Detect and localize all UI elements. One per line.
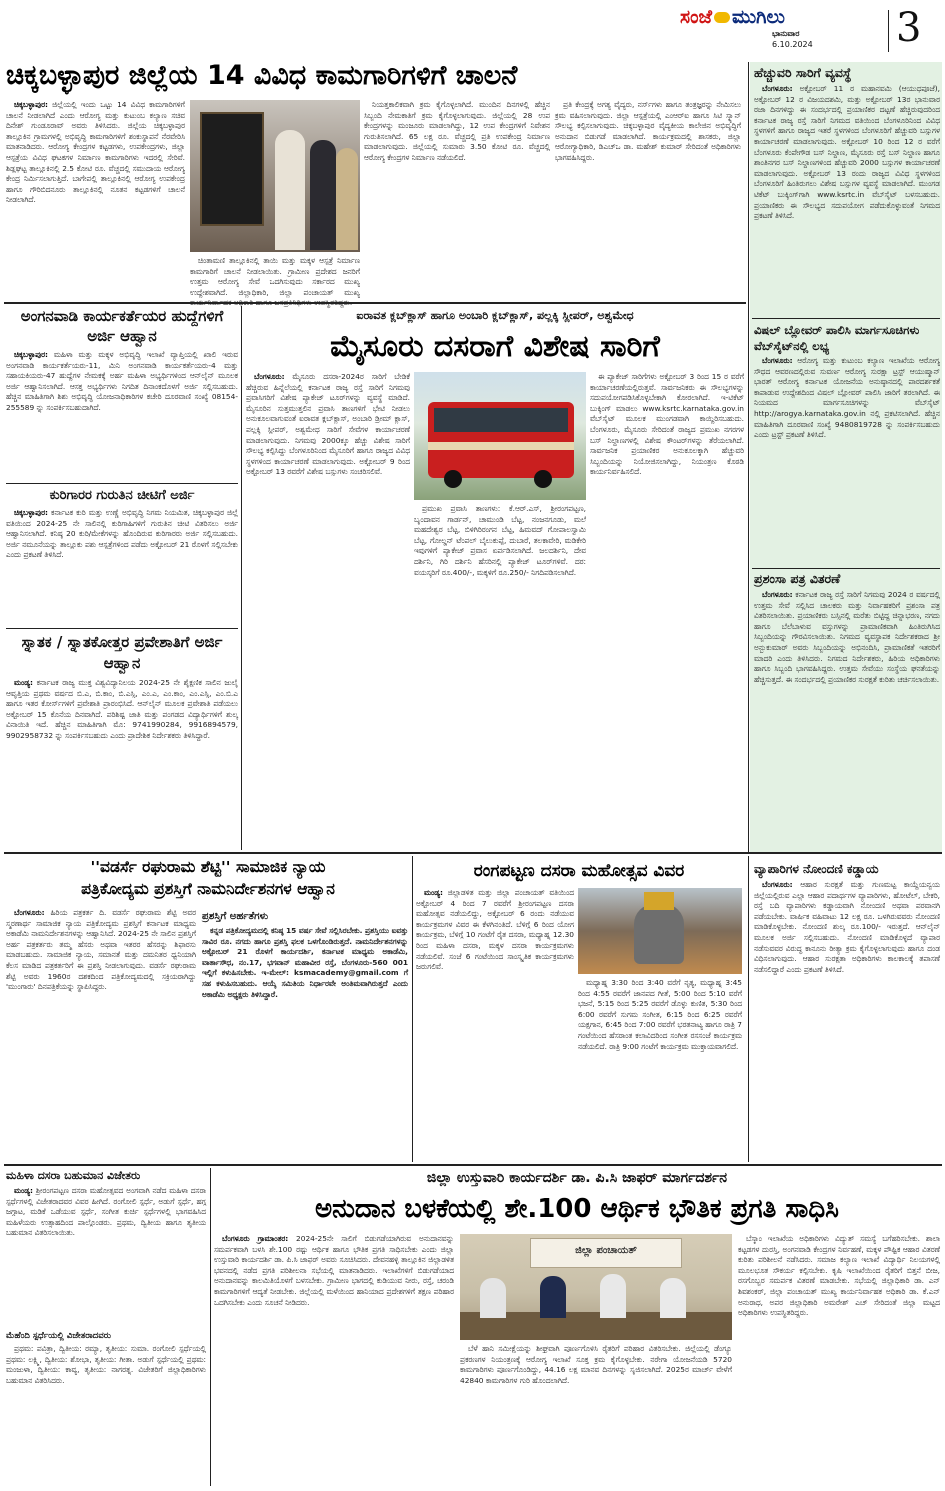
person-shape bbox=[660, 1278, 686, 1318]
rule bbox=[752, 568, 940, 569]
banner-text: ಜಿಲ್ಲಾ ಪಂಚಾಯತ್ bbox=[575, 1245, 637, 1256]
person-shape bbox=[540, 1276, 566, 1318]
rule bbox=[4, 852, 942, 854]
headline-raghurama-line2: ಪತ್ರಿಕೋದ್ಯಮ ಪ್ರಶಸ್ತಿಗೆ ನಾಮನಿರ್ದೇಶನಗಳ ಆಹ್ವಾನ bbox=[81, 880, 335, 898]
headline-raghurama-line1: ''ವಡರ್ಸೆ ರಘುರಾಮ ಶೆಟ್ಟಿ'' ಸಾಮಾಜಿಕ ನ್ಯಾಯ bbox=[90, 858, 326, 876]
dateline: ಚಿಕ್ಕಬಳ್ಳಾಪುರ: bbox=[14, 350, 48, 359]
body-text: ಪ್ರಥಮ: ಪವಿತ್ರಾ, ದ್ವಿತೀಯ: ರಮ್ಯಾ, ತೃತೀಯ: ಸುಮಾ. ರಂಗೋಲಿ ಸ್ಪರ್ಧೆಯಲ್ಲಿ ಪ್ರಥಮ: ಲಕ್ಷ್ಮಿ, ದ್ವಿತೀಯ: ಶೋಭಾ, ತೃತೀಯ: ಗೀತಾ. ಅಡುಗೆ ಸ್ಪರ್ಧೆಯಲ್ಲಿ ಪ್ರಥಮ: ಮಂಜುಳಾ, ದ್ವಿತೀಯ: ಕಾವ್ಯ, ತೃತೀಯ: ನಾಗರತ್ನ. ವಿಜೇತರಿಗೆ ಜಿಲ್ಲಾಧಿಕಾರಿಗಳು ಬಹುಮಾನ ವಿತರಿಸಿದರು. bbox=[6, 1344, 206, 1385]
elephant-shape bbox=[634, 904, 684, 964]
brand-left: ಸಂಜೆ bbox=[680, 6, 713, 28]
bus-shape bbox=[428, 402, 574, 478]
story-dasara-col1 bbox=[246, 372, 410, 848]
story-chikkaballapura-col1 bbox=[6, 100, 185, 298]
story-anganwadi bbox=[6, 350, 238, 480]
person-shape bbox=[336, 148, 358, 250]
story-chikkaballapura-col3 bbox=[364, 100, 550, 298]
story-anudana-col2 bbox=[460, 1344, 732, 1486]
kicker-anudana: ಜಿಲ್ಲಾ ಉಸ್ತುವಾರಿ ಕಾರ್ಯದರ್ಶಿ ಡಾ. ಪಿ.ಸಿ ಜಾಫರ್ ಮಾರ್ಗದರ್ಶನ bbox=[426, 1170, 728, 1186]
brand-right: ಮುಗಿಲು bbox=[732, 6, 785, 28]
story-prashamsa bbox=[754, 590, 940, 848]
masthead-logo bbox=[680, 6, 890, 28]
headline-rangapattana: ರಂಗಪಟ್ಟಣ ದಸರಾ ಮಹೋತ್ಸವ ವಿವರ bbox=[473, 861, 685, 881]
rule bbox=[6, 628, 238, 629]
person-shape bbox=[310, 140, 336, 250]
bus-wheel bbox=[534, 470, 552, 488]
body-text: ಜಿಲ್ಲಾಡಳಿತ ಮತ್ತು ಜಿಲ್ಲಾ ಪಂಚಾಯತ್ ವತಿಯಿಂದ ಅಕ್ಟೋಬರ್ 4 ರಿಂದ 7 ರವರೆಗೆ ಶ್ರೀರಂಗಪಟ್ಟಣ ದಸರಾ ಮಹೋತ್ಸವ ನಡೆಯಲಿದ್ದು, ಅಕ್ಟೋಬರ್ 6 ರಂದು ನಡೆಯುವ ಕಾರ್ಯಕ್ರಮಗಳ ವಿವರ ಈ ಕೆಳಗಿನಂತಿದೆ. ಬೆಳಿಗ್ಗೆ 6 ರಿಂದ ಯೋಗ ಕಾರ್ಯಕ್ರಮ, ಬೆಳಿಗ್ಗೆ 10 ಗಂಟೆಗೆ ರೈತ ದಸರಾ, ಮಧ್ಯಾಹ್ನ 12.30 ರಿಂದ ಮಹಿಳಾ ದಸರಾ, ಮಕ್ಕಳ ದಸರಾ ಕಾರ್ಯಕ್ರಮಗಳು ನಡೆಯಲಿವೆ. ಸಂಜೆ 6 ಗಂಟೆಯಿಂದ ಸಾಂಸ್ಕೃತಿಕ ಕಾರ್ಯಕ್ರಮಗಳು ಜರುಗಲಿವೆ. bbox=[416, 888, 574, 972]
page-number: 3 bbox=[896, 5, 922, 51]
body-text: ಜಿಲ್ಲೆಯಲ್ಲಿ ಇಂದು ಒಟ್ಟು 14 ವಿವಿಧ ಕಾಮಗಾರಿಗಳಿಗೆ ಚಾಲನೆ ನೀಡಲಾಗಿದೆ ಎಂದು ಆರೋಗ್ಯ ಮತ್ತು ಕುಟುಂಬ ಕಲ್ಯಾಣ ಸಚಿವ ದಿನೇಶ್ ಗುಂಡೂರಾವ್ ಅವರು ತಿಳಿಸಿದರು. ಜಿಲ್ಲೆಯ ಚಿಕ್ಕಬಳ್ಳಾಪುರ ತಾಲ್ಲೂಕಿನ ಗ್ರಾಮಗಳಲ್ಲಿ ಅಭಿವೃದ್ಧಿ ಕಾಮಗಾರಿಗಳಿಗೆ ಶಂಕುಸ್ಥಾಪನೆ ನೆರವೇರಿಸಿ ಮಾತನಾಡಿದರು. ಆರೋಗ್ಯ ಕೇಂದ್ರಗಳ ಕಟ್ಟಡಗಳು, ಉಪಕೇಂದ್ರಗಳು, ಜಿಲ್ಲಾ ಆಸ್ಪತ್ರೆಯ ವಿವಿಧ ಘಟಕಗಳ ನಿರ್ಮಾಣ ಕಾಮಗಾರಿಗಳು ಇದರಲ್ಲಿ ಸೇರಿವೆ. ಶಿಡ್ಲಘಟ್ಟ ತಾಲ್ಲೂಕಿನಲ್ಲಿ 2.5 ಕೋಟಿ ರೂ. ವೆಚ್ಚದಲ್ಲಿ ಸಮುದಾಯ ಆರೋಗ್ಯ ಕೇಂದ್ರ ನಿರ್ಮಿಸಲಾಗುತ್ತಿದೆ. ಬಾಗೇಪಲ್ಲಿ ತಾಲ್ಲೂಕಿನಲ್ಲಿ ಆರೋಗ್ಯ ಉಪಕೇಂದ್ರ ಹಾಗೂ ಗೌರಿಬಿದನೂರು ತಾಲ್ಲೂಕಿನಲ್ಲಿ ನೂತನ ಕಟ್ಟಡಗಳಿಗೆ ಚಾಲನೆ ನೀಡಲಾಗಿದೆ. bbox=[6, 100, 185, 205]
headline-kurigara: ಕುರಿಗಾರರ ಗುರುತಿನ ಚೀಟಿಗೆ ಅರ್ಜಿ bbox=[49, 488, 195, 503]
dateline: ಬೆಂಗಳೂರು: bbox=[762, 356, 793, 365]
story-rangapattana-col2 bbox=[578, 978, 742, 1160]
story-snataka bbox=[6, 678, 238, 848]
body-text: ಕರ್ನಾಟಕ ರಾಜ್ಯ ಮುಕ್ತ ವಿಶ್ವವಿದ್ಯಾನಿಲಯ 2024-25 ನೇ ಶೈಕ್ಷಣಿಕ ಸಾಲಿನ ಜುಲೈ ಆವೃತ್ತಿಯ ಪ್ರಥಮ ವರ್ಷದ ಬಿ.ಎ, ಬಿ.ಕಾಂ, ಬಿ.ಎಸ್ಸಿ, ಎಂ.ಎ, ಎಂ.ಕಾಂ, ಎಂ.ಎಸ್ಸಿ, ಎಂ.ಬಿ.ಎ ಹಾಗೂ ಇತರ ಕೋರ್ಸ್‌ಗಳಿಗೆ ಪ್ರವೇಶಾತಿ ಪ್ರಾರಂಭಿಸಿದೆ. ಆನ್‌ಲೈನ್ ಮೂಲಕ ಪ್ರವೇಶಾತಿ ಪಡೆಯಲು ಅಕ್ಟೋಬರ್ 15 ಕೊನೆಯ ದಿನವಾಗಿದೆ. ಪರಿಶಿಷ್ಟ ಜಾತಿ ಮತ್ತು ಪಂಗಡದ ವಿದ್ಯಾರ್ಥಿಗಳಿಗೆ ಶುಲ್ಕ ವಿನಾಯಿತಿ ಇದೆ. ಹೆಚ್ಚಿನ ಮಾಹಿತಿಗಾಗಿ ಮೊ: 9741990284, 9916894579, 9902958732 ನ್ನು ಸಂಪರ್ಕಿಸಬಹುದು ಎಂದು ಪ್ರಾದೇಶಿಕ ನಿರ್ದೇಶಕರು ತಿಳಿಸಿದ್ದಾರೆ. bbox=[6, 678, 238, 740]
headline-vigil: ವಿಷಲ್ ಬ್ಲೋವರ್ ಪಾಲಿಸಿ ಮಾರ್ಗಸೂಚಿಗಳು ವೆಬ್‌ಸೈಟ್‌ನಲ್ಲಿ ಲಭ್ಯ bbox=[754, 323, 920, 353]
person-shape bbox=[275, 130, 305, 250]
headline-anudana: ಅನುದಾನ ಬಳಕೆಯಲ್ಲಿ ಶೇ.100 ಆರ್ಥಿಕ ಭೌತಿಕ ಪ್ರಗತಿ ಸಾಧಿಸಿ bbox=[315, 1194, 839, 1224]
dateline: ಬೆಂಗಳೂರು: bbox=[254, 372, 285, 381]
banner-shape bbox=[530, 1238, 682, 1268]
body-text: ಕರ್ನಾಟಕ ರಾಜ್ಯ ರಸ್ತೆ ಸಾರಿಗೆ ನಿಗಮವು 2024 ರ ವರ್ಷದಲ್ಲಿ ಉತ್ತಮ ಸೇವೆ ಸಲ್ಲಿಸಿದ ಚಾಲಕರು ಮತ್ತು ನಿರ್ವಾಹಕರಿಗೆ ಪ್ರಶಂಸಾ ಪತ್ರ ವಿತರಿಸಲಾಯಿತು. ಪ್ರಯಾಣಿಕರು ಬಸ್ಸಿನಲ್ಲಿ ಮರೆತು ಬಿಟ್ಟಿದ್ದ ಚಿನ್ನಾಭರಣ, ನಗದು ಹಾಗೂ ಬೆಲೆಬಾಳುವ ವಸ್ತುಗಳನ್ನು ಪ್ರಾಮಾಣಿಕವಾಗಿ ಹಿಂತಿರುಗಿಸಿದ ಸಿಬ್ಬಂದಿಯನ್ನು ಗೌರವಿಸಲಾಯಿತು. ನಿಗಮದ ವ್ಯವಸ್ಥಾಪಕ ನಿರ್ದೇಶಕರಾದ ಶ್ರೀ ಅನ್ಬುಕುಮಾರ್ ಅವರು ಸಿಬ್ಬಂದಿಯನ್ನು ಅಭಿನಂದಿಸಿ, ಪ್ರಾಮಾಣಿಕತೆ ಇತರರಿಗೆ ಮಾದರಿ ಎಂದು ತಿಳಿಸಿದರು. ನಿಗಮದ ನಿರ್ದೇಶಕರು, ಹಿರಿಯ ಅಧಿಕಾರಿಗಳು ಹಾಗೂ ಸಿಬ್ಬಂದಿ ಭಾಗವಹಿಸಿದ್ದರು. ಉತ್ತಮ ಸೇವೆಯು ಸಂಸ್ಥೆಯ ಘನತೆಯನ್ನು ಹೆಚ್ಚಿಸುತ್ತದೆ. ಈ ಸಂದರ್ಭದಲ್ಲಿ ಪ್ರಯಾಣಿಕರ ಸುರಕ್ಷತೆ ಕುರಿತು ಚರ್ಚಿಸಲಾಯಿತು. bbox=[754, 590, 940, 684]
headline-mahila: ಮಹಿಳಾ ದಸರಾ ಬಹುಮಾನ ವಿಜೇತರು bbox=[6, 1169, 141, 1182]
photo-review-meeting bbox=[460, 1234, 732, 1340]
headline-snataka: ಸ್ನಾತಕ / ಸ್ನಾತಕೋತ್ತರ ಪ್ರವೇಶಾತಿಗೆ ಅರ್ಜಿ ಆಹ್ವಾನ bbox=[21, 633, 223, 672]
body-text: ಹಿರಿಯ ಪತ್ರಕರ್ತ ದಿ. ವಡರ್ಸೆ ರಘುರಾಮ ಶೆಟ್ಟಿ ಅವರ ಸ್ಮರಣಾರ್ಥ ಸಾಮಾಜಿಕ ನ್ಯಾಯ ಪತ್ರಿಕೋದ್ಯಮ ಪ್ರಶಸ್ತಿಗೆ ಕರ್ನಾಟಕ ಮಾಧ್ಯಮ ಅಕಾಡೆಮಿ ನಾಮನಿರ್ದೇಶನಗಳನ್ನು ಆಹ್ವಾನಿಸಿದೆ. 2024-25 ನೇ ಸಾಲಿನ ಪ್ರಶಸ್ತಿಗೆ ಅರ್ಹ ಪತ್ರಕರ್ತರು ತಮ್ಮ ಹೆಸರು ಅಥವಾ ಇತರರ ಹೆಸರನ್ನು ಶಿಫಾರಸು ಮಾಡಬಹುದು. ಸಾಮಾಜಿಕ ನ್ಯಾಯ, ಸಮಾನತೆ ಮತ್ತು ದಮನಿತರ ಧ್ವನಿಯಾಗಿ ಕೆಲಸ ಮಾಡಿದ ಪತ್ರಕರ್ತರಿಗೆ ಈ ಪ್ರಶಸ್ತಿ ನೀಡಲಾಗುವುದು. ವಡರ್ಸೆ ರಘುರಾಮ ಶೆಟ್ಟಿ ಅವರು 1960ರ ದಶಕದಿಂದ ಪತ್ರಿಕೋದ್ಯಮದಲ್ಲಿ ಸಕ್ರಿಯರಾಗಿದ್ದು 'ಮುಂಗಾರು' ದಿನಪತ್ರಿಕೆಯನ್ನು ಸ್ಥಾಪಿಸಿದ್ದರು. bbox=[6, 908, 196, 992]
body-text: ಆಹಾರ ಸುರಕ್ಷತೆ ಮತ್ತು ಗುಣಮಟ್ಟ ಕಾಯ್ದೆಯನ್ವಯ ಜಿಲ್ಲೆಯಲ್ಲಿರುವ ಎಲ್ಲಾ ಆಹಾರ ಪದಾರ್ಥಗಳ ವ್ಯಾಪಾರಿಗಳು, ಹೋಟೆಲ್, ಬೇಕರಿ, ರಸ್ತೆ ಬದಿ ವ್ಯಾಪಾರಿಗಳು ಕಡ್ಡಾಯವಾಗಿ ನೋಂದಣಿ ಅಥವಾ ಪರವಾನಗಿ ಪಡೆಯಬೇಕು. ವಾರ್ಷಿಕ ವಹಿವಾಟು 12 ಲಕ್ಷ ರೂ. ಒಳಗಿರುವವರು ನೋಂದಣಿ ಮಾಡಿಕೊಳ್ಳಬೇಕು. ನೋಂದಣಿ ಶುಲ್ಕ ರೂ.100/- ಇರುತ್ತದೆ. ಆನ್‌ಲೈನ್ ಮೂಲಕ ಅರ್ಜಿ ಸಲ್ಲಿಸಬಹುದು. ನೋಂದಣಿ ಮಾಡಿಕೊಳ್ಳದೆ ವ್ಯಾಪಾರ ನಡೆಸುವವರ ವಿರುದ್ಧ ಕಾನೂನು ರೀತ್ಯಾ ಕ್ರಮ ಕೈಗೊಳ್ಳಲಾಗುವುದು ಹಾಗೂ ದಂಡ ವಿಧಿಸಲಾಗುವುದು. ಆಹಾರ ಸುರಕ್ಷತಾ ಅಧಿಕಾರಿಗಳು ಕಾಲಕಾಲಕ್ಕೆ ತಪಾಸಣೆ ನಡೆಸಲಿದ್ದಾರೆ ಎಂದು ಪ್ರಕಟಣೆ ತಿಳಿಸಿದೆ. bbox=[754, 880, 940, 974]
dateline: ಮಂಡ್ಯ: bbox=[424, 888, 443, 897]
sidebar-divider bbox=[748, 62, 749, 852]
rule bbox=[4, 302, 746, 304]
story-raghurama-col2 bbox=[202, 926, 408, 1160]
story-vyapari bbox=[754, 880, 940, 1160]
masthead bbox=[680, 4, 942, 56]
story-mahila bbox=[6, 1186, 206, 1326]
rule bbox=[752, 318, 940, 319]
person-shape bbox=[600, 1274, 626, 1318]
dateline: ಬೆಂಗಳೂರು ಗ್ರಾಮಾಂತರ: bbox=[222, 1234, 289, 1243]
dateline: ಮಂಡ್ಯ: bbox=[14, 1186, 33, 1195]
body-text: ಪ್ರತಿ ಕೇಂದ್ರಕ್ಕೆ ಅಗತ್ಯ ವೈದ್ಯರು, ನರ್ಸ್‌ಗಳು ಹಾಗೂ ತಂತ್ರಜ್ಞರನ್ನು ನೇಮಿಸಲು ಕ್ರಮ ವಹಿಸಲಾಗುವುದು. ಜಿಲ್ಲಾ ಆಸ್ಪತ್ರೆಯಲ್ಲಿ ಎಂಆರ್‌ಐ ಹಾಗೂ ಸಿಟಿ ಸ್ಕ್ಯಾನ್ ಸೌಲಭ್ಯ ಕಲ್ಪಿಸಲಾಗುವುದು. ಚಿಕ್ಕಬಳ್ಳಾಪುರ ವೈದ್ಯಕೀಯ ಕಾಲೇಜಿನ ಅಭಿವೃದ್ಧಿಗೆ ಅನುದಾನ ಬಿಡುಗಡೆ ಮಾಡಲಾಗಿದೆ. ಕಾರ್ಯಕ್ರಮದಲ್ಲಿ ಶಾಸಕರು, ಜಿಲ್ಲಾ ಆರೋಗ್ಯಾಧಿಕಾರಿ, ಡಿಎಚ್‌ಒ ಡಾ. ಮಹೇಶ್ ಕುಮಾರ್ ಸೇರಿದಂತೆ ಅಧಿಕಾರಿಗಳು ಭಾಗವಹಿಸಿದ್ದರು. bbox=[555, 100, 741, 162]
column-divider bbox=[241, 306, 242, 850]
body-text: ಅಕ್ಟೋಬರ್ 11 ರ ಮಹಾನವಮಿ (ಆಯುಧಪೂಜೆ), ಅಕ್ಟೋಬರ್ 12 ರ ವಿಜಯದಶಮಿ, ಮತ್ತು ಅಕ್ಟೋಬರ್ 13ರ ಭಾನುವಾರ ರಜಾ ದಿನಗಳಿದ್ದು ಈ ಸಂದರ್ಭದಲ್ಲಿ ಪ್ರಯಾಣಿಕರ ದಟ್ಟಣೆ ಹೆಚ್ಚಿರುವುದರಿಂದ ಕರ್ನಾಟಕ ರಾಜ್ಯ ರಸ್ತೆ ಸಾರಿಗೆ ನಿಗಮದ ವತಿಯಿಂದ ಬೆಂಗಳೂರಿನಿಂದ ವಿವಿಧ ಸ್ಥಳಗಳಿಗೆ ಹಾಗೂ ರಾಜ್ಯದ ಇತರೆ ಸ್ಥಳಗಳಿಂದ ಬೆಂಗಳೂರಿಗೆ ಹೆಚ್ಚುವರಿ ಬಸ್ಸುಗಳ ಕಾರ್ಯಾಚರಣೆ ಮಾಡಲಾಗುವುದು. ಅಕ್ಟೋಬರ್ 10 ರಿಂದ 12 ರ ವರೆಗೆ ಬೆಂಗಳೂರು ಕೆಂಪೇಗೌಡ ಬಸ್ ನಿಲ್ದಾಣ, ಮೈಸೂರು ರಸ್ತೆ ಬಸ್ ನಿಲ್ದಾಣ ಹಾಗೂ ಶಾಂತಿನಗರ ಬಸ್ ನಿಲ್ದಾಣಗಳಿಂದ ಹೆಚ್ಚುವರಿ 2000 ಬಸ್ಸುಗಳ ಕಾರ್ಯಾಚರಣೆ ಮಾಡಲಾಗುವುದು. ಅಕ್ಟೋಬರ್ 13 ರಂದು ರಾಜ್ಯದ ವಿವಿಧ ಸ್ಥಳಗಳಿಂದ ಬೆಂಗಳೂರಿಗೆ ಹಿಂತಿರುಗಲು ವಿಶೇಷ ಬಸ್ಸುಗಳ ವ್ಯವಸ್ಥೆ ಮಾಡಲಾಗಿದೆ. ಮುಂಗಡ ಟಿಕೆಟ್ ಬುಕ್ಕಿಂಗ್‌ಗಾಗಿ www.ksrtc.in ವೆಬ್‌ಸೈಟ್ ಬಳಸಬಹುದು. ಪ್ರಯಾಣಿಕರು ಈ ಸೌಲಭ್ಯದ ಸದುಪಯೋಗ ಪಡೆದುಕೊಳ್ಳುವಂತೆ ನಿಗಮದ ಪ್ರಕಟಣೆ ತಿಳಿಸಿದೆ. bbox=[754, 84, 940, 221]
body-text: ಶ್ರೀರಂಗಪಟ್ಟಣ ದಸರಾ ಮಹೋತ್ಸವದ ಅಂಗವಾಗಿ ನಡೆದ ಮಹಿಳಾ ದಸರಾ ಸ್ಪರ್ಧೆಗಳಲ್ಲಿ ವಿಜೇತರಾದವರ ವಿವರ ಹೀಗಿದೆ. ರಂಗೋಲಿ ಸ್ಪರ್ಧೆ, ಅಡುಗೆ ಸ್ಪರ್ಧೆ, ಹಗ್ಗ ಜಗ್ಗಾಟ, ಮಡಿಕೆ ಒಡೆಯುವ ಸ್ಪರ್ಧೆ, ಸಂಗೀತ ಕುರ್ಚಿ ಸ್ಪರ್ಧೆಗಳಲ್ಲಿ ಭಾಗವಹಿಸಿದ ಮಹಿಳೆಯರು ಉತ್ಸಾಹದಿಂದ ಪಾಲ್ಗೊಂಡರು. ಪ್ರಥಮ, ದ್ವಿತೀಯ ಹಾಗೂ ತೃತೀಯ ಬಹುಮಾನ ವಿತರಿಸಲಾಯಿತು. bbox=[6, 1186, 206, 1238]
column-divider bbox=[748, 856, 749, 1162]
story-dasara-col2 bbox=[414, 504, 586, 848]
dateline: ಚಿಕ್ಕಬಳ್ಳಾಪುರ: bbox=[14, 100, 48, 109]
rule bbox=[4, 1164, 942, 1166]
photo-inauguration bbox=[190, 100, 360, 252]
story-raghurama-col1 bbox=[6, 908, 196, 1160]
story-chikkaballapura-col4 bbox=[555, 100, 741, 298]
story-anudana-col1 bbox=[214, 1234, 454, 1486]
story-bus-special bbox=[754, 84, 940, 314]
story-anudana-col3 bbox=[738, 1234, 940, 1486]
body-text: ಮಹಿಳಾ ಮತ್ತು ಮಕ್ಕಳ ಅಭಿವೃದ್ಧಿ ಇಲಾಖೆ ವ್ಯಾಪ್ತಿಯಲ್ಲಿ ಖಾಲಿ ಇರುವ ಅಂಗನವಾಡಿ ಕಾರ್ಯಕರ್ತೆಯರು-11, ಮಿನಿ ಅಂಗನವಾಡಿ ಕಾರ್ಯಕರ್ತೆಯರು-4 ಮತ್ತು ಸಹಾಯಕಿಯರು-47 ಹುದ್ದೆಗಳ ನೇಮಕಕ್ಕೆ ಅರ್ಹ ಮಹಿಳಾ ಅಭ್ಯರ್ಥಿಗಳಿಂದ ಆನ್‌ಲೈನ್ ಮೂಲಕ ಅರ್ಜಿ ಆಹ್ವಾನಿಸಲಾಗಿದೆ. ಆಸಕ್ತ ಅಭ್ಯರ್ಥಿಗಳು ನಿಗದಿತ ದಿನಾಂಕದೊಳಗೆ ಅರ್ಜಿ ಸಲ್ಲಿಸಬಹುದು. ಹೆಚ್ಚಿನ ಮಾಹಿತಿಗಾಗಿ ಶಿಶು ಅಭಿವೃದ್ಧಿ ಯೋಜನಾಧಿಕಾರಿಗಳ ಕಚೇರಿ ದೂರವಾಣಿ ಸಂಖ್ಯೆ 08154-255589 ನ್ನು ಸಂಪರ್ಕಿಸಬಹುದಾಗಿದೆ. bbox=[6, 350, 238, 412]
subhead-eligibility: ಪ್ರಶಸ್ತಿಗೆ ಅರ್ಹತೆಗಳು bbox=[202, 911, 269, 922]
cloud-icon bbox=[714, 12, 730, 23]
person-shape bbox=[480, 1278, 506, 1318]
plaque-shape bbox=[200, 112, 264, 226]
subhead-mehendi: ಮೆಹೆಂದಿ ಸ್ಪರ್ಧೆಯಲ್ಲಿ ವಿಜೇತರಾದವರು bbox=[6, 1331, 111, 1341]
dateline: ಬೆಂಗಳೂರು: bbox=[762, 84, 793, 93]
body-text: 2024-25ನೇ ಸಾಲಿಗೆ ಬಿಡುಗಡೆಯಾಗಿರುವ ಅನುದಾನವನ್ನು ಸಮರ್ಪಕವಾಗಿ ಬಳಸಿ ಶೇ.100 ರಷ್ಟು ಆರ್ಥಿಕ ಹಾಗೂ ಭೌತಿಕ ಪ್ರಗತಿ ಸಾಧಿಸಬೇಕು ಎಂದು ಜಿಲ್ಲಾ ಉಸ್ತುವಾರಿ ಕಾರ್ಯದರ್ಶಿ ಡಾ. ಪಿ.ಸಿ ಜಾಫರ್ ಅವರು ಸೂಚಿಸಿದರು. ದೇವನಹಳ್ಳಿ ತಾಲ್ಲೂಕಿನ ಜಿಲ್ಲಾಡಳಿತ ಭವನದಲ್ಲಿ ನಡೆದ ಪ್ರಗತಿ ಪರಿಶೀಲನಾ ಸಭೆಯಲ್ಲಿ ಮಾತನಾಡಿದರು. ಇಲಾಖೆಗಳಿಗೆ ಬಿಡುಗಡೆಯಾದ ಅನುದಾನವನ್ನು ಕಾಲಮಿತಿಯೊಳಗೆ ಬಳಸಬೇಕು. ಗ್ರಾಮೀಣ ಭಾಗದಲ್ಲಿ ಕುಡಿಯುವ ನೀರು, ರಸ್ತೆ, ಚರಂಡಿ ಕಾಮಗಾರಿಗಳಿಗೆ ಆದ್ಯತೆ ನೀಡಬೇಕು. ಜಿಲ್ಲೆಯಲ್ಲಿ ಮಳೆಯಿಂದ ಹಾನಿಯಾದ ಪ್ರದೇಶಗಳಿಗೆ ತಕ್ಷಣ ಪರಿಹಾರ ಒದಗಿಸಬೇಕು ಎಂದು ಸೂಚನೆ ನೀಡಿದರು. bbox=[214, 1234, 454, 1307]
column-divider bbox=[412, 856, 413, 1162]
body-text: ನಿಯತ್ತಕಾಲಿಕವಾಗಿ ಕ್ರಮ ಕೈಗೊಳ್ಳಲಾಗಿದೆ. ಮುಂದಿನ ದಿನಗಳಲ್ಲಿ ಹೆಚ್ಚಿನ ಸಿಬ್ಬಂದಿ ನೇಮಕಾತಿಗೆ ಕ್ರಮ ಕೈಗೊಳ್ಳಲಾಗುವುದು. ಜಿಲ್ಲೆಯಲ್ಲಿ 28 ಉಪ ಕೇಂದ್ರಗಳನ್ನು ಮಂಜೂರು ಮಾಡಲಾಗಿದ್ದು, 12 ಉಪ ಕೇಂದ್ರಗಳಿಗೆ ನಿವೇಶನ ಗುರುತಿಸಲಾಗಿದೆ. 65 ಲಕ್ಷ ರೂ. ವೆಚ್ಚದಲ್ಲಿ ಪ್ರತಿ ಉಪಕೇಂದ್ರ ನಿರ್ಮಾಣ ಮಾಡಲಾಗುವುದು. ಜಿಲ್ಲೆಯಲ್ಲಿ ಸುಮಾರು 3.50 ಕೋಟಿ ರೂ. ವೆಚ್ಚದಲ್ಲಿ ಆರೋಗ್ಯ ಕೇಂದ್ರಗಳ ನಿರ್ಮಾಣ ನಡೆಯಲಿದೆ. bbox=[364, 100, 550, 162]
body-text: ಚಿಂತಾಮಣಿ ತಾಲ್ಲೂಕಿನಲ್ಲಿ ತಾಯಿ ಮತ್ತು ಮಕ್ಕಳ ಆಸ್ಪತ್ರೆ ನಿರ್ಮಾಣ ಕಾಮಗಾರಿಗೆ ಚಾಲನೆ ನೀಡಲಾಯಿತು. ಗ್ರಾಮೀಣ ಪ್ರದೇಶದ ಜನರಿಗೆ ಉತ್ತಮ ಆರೋಗ್ಯ ಸೇವೆ ಒದಗಿಸುವುದು ಸರ್ಕಾರದ ಮುಖ್ಯ ಉದ್ದೇಶವಾಗಿದೆ. ಜಿಲ್ಲಾಧಿಕಾರಿ, ಜಿಲ್ಲಾ ಪಂಚಾಯತ್ ಮುಖ್ಯ bbox=[190, 256, 360, 297]
photo-ksrtc-bus bbox=[414, 372, 586, 500]
dateline: ಬೆಂಗಳೂರು: bbox=[762, 880, 793, 889]
story-dasara-col3 bbox=[590, 372, 744, 848]
kicker-dasara-bus: ಐರಾವತ ಕ್ಲಬ್‌ಕ್ಲಾಸ್ ಹಾಗೂ ಅಂಬಾರಿ ಕ್ಲಬ್‌ಕ್ಲಾಸ್, ಪಲ್ಲಕ್ಕಿ ಸ್ಲೀಪರ್, ಅಶ್ವಮೇಧ bbox=[356, 309, 634, 322]
rule bbox=[6, 483, 238, 484]
bus-windows bbox=[434, 408, 568, 432]
story-kurigara bbox=[6, 508, 238, 626]
dateline: ಚಿಕ್ಕಬಳ್ಳಾಪುರ: bbox=[14, 508, 48, 517]
story-vigil bbox=[754, 356, 940, 566]
column-divider bbox=[210, 1168, 211, 1486]
bus-stripe bbox=[428, 442, 574, 450]
body-text: ಕರ್ನಾಟಕ ಕುರಿ ಮತ್ತು ಉಣ್ಣೆ ಅಭಿವೃದ್ಧಿ ನಿಗಮ ನಿಯಮಿತ, ಚಿಕ್ಕಬಳ್ಳಾಪುರ ಜಿಲ್ಲೆ ವತಿಯಿಂದ 2024-25 ನೇ ಸಾಲಿನಲ್ಲಿ ಕುರಿಗಾಹಿಗಳಿಗೆ ಗುರುತಿನ ಚೀಟಿ ವಿತರಿಸಲು ಅರ್ಜಿ ಆಹ್ವಾನಿಸಲಾಗಿದೆ. ಕನಿಷ್ಠ 20 ಕುರಿ/ಮೇಕೆಗಳನ್ನು ಹೊಂದಿರುವ ಕುರಿಗಾರರು ಅರ್ಜಿ ಸಲ್ಲಿಸಬಹುದು. ಅರ್ಜಿ ನಮೂನೆಯನ್ನು ತಾಲ್ಲೂಕು ಪಶು ಆಸ್ಪತ್ರೆಗಳಿಂದ ಪಡೆದು ಅಕ್ಟೋಬರ್ 21 ರೊಳಗೆ ಸಲ್ಲಿಸಬೇಕು ಎಂದು ಪ್ರಕಟಣೆ ತಿಳಿಸಿದೆ. bbox=[6, 508, 238, 560]
howdah-shape bbox=[644, 892, 674, 910]
headline-bus-special: ಹೆಚ್ಚುವರಿ ಸಾರಿಗೆ ವ್ಯವಸ್ಥೆ bbox=[754, 65, 852, 80]
body-text: ಮಧ್ಯಾಹ್ನ 3:30 ರಿಂದ 3:40 ವರೆಗೆ ನೃತ್ಯ, ಮಧ್ಯಾಹ್ನ 3:45 ರಿಂದ 4:55 ರವರೆಗೆ ಜಾನಪದ ಗೀತೆ, 5:00 ರಿಂದ 5:10 ವರೆಗೆ ಭಜನೆ, 5:15 ರಿಂದ 5:25 ರವರೆಗೆ ಡೊಳ್ಳು ಕುಣಿತ, 5:30 ರಿಂದ 6:00 ರವರೆಗೆ ಸುಗಮ ಸಂಗೀತ, 6:15 ರಿಂದ 6:25 ರವರೆಗೆ ಯಕ್ಷಗಾನ, 6:45 ರಿಂದ 7:00 ರವರೆಗೆ ಭರತನಾಟ್ಯ ಹಾಗೂ ರಾತ್ರಿ 7 ಗಂಟೆಯಿಂದ ಹೆಸರಾಂತ ಕಲಾವಿದರಿಂದ ಸಂಗೀತ ರಸಸಂಜೆ ಕಾರ್ಯಕ್ರಮ ನಡೆಯಲಿದೆ. ರಾತ್ರಿ 9:00 ಗಂಟೆಗೆ ಕಾರ್ಯಕ್ರಮ ಮುಕ್ತಾಯವಾಗಲಿದೆ. bbox=[578, 978, 742, 1051]
headline-chikkaballapura: ಚಿಕ್ಕಬಳ್ಳಾಪುರ ಜಿಲ್ಲೆಯ 14 ವಿವಿಧ ಕಾಮಗಾರಿಗಳಿಗೆ ಚಾಲನೆ bbox=[6, 60, 518, 91]
body-text: ಬೆಸ್ಕಾಂ ಇಲಾಖೆಯ ಅಧಿಕಾರಿಗಳು ವಿದ್ಯುತ್ ಸಮಸ್ಯೆ ಬಗೆಹರಿಸಬೇಕು. ಶಾಲಾ ಕಟ್ಟಡಗಳ ದುರಸ್ತಿ, ಅಂಗನವಾಡಿ ಕೇಂದ್ರಗಳ ನಿರ್ವಹಣೆ, ಮಕ್ಕಳ ಪೌಷ್ಟಿಕ ಆಹಾರ ವಿತರಣೆ ಕುರಿತು ಪರಿಶೀಲನೆ ನಡೆಸಿದರು. ಸಮಾಜ ಕಲ್ಯಾಣ ಇಲಾಖೆ ವಿದ್ಯಾರ್ಥಿ ನಿಲಯಗಳಲ್ಲಿ ಮೂಲಭೂತ ಸೌಕರ್ಯ ಕಲ್ಪಿಸಬೇಕು. ಕೃಷಿ ಇಲಾಖೆಯಿಂದ ರೈತರಿಗೆ ಬಿತ್ತನೆ ಬೀಜ, ರಸಗೊಬ್ಬರ ಸಮರ್ಪಕ ವಿತರಣೆ ಮಾಡಬೇಕು. ಸಭೆಯಲ್ಲಿ ಜಿಲ್ಲಾಧಿಕಾರಿ ಡಾ. ಎನ್ ಶಿವಶಂಕರ್, ಜಿಲ್ಲಾ ಪಂಚಾಯತ್ ಮುಖ್ಯ ಕಾರ್ಯನಿರ್ವಾಹಕ ಅಧಿಕಾರಿ ಡಾ. ಕೆ.ಎನ್ ಅನುರಾಧ, ಅಪರ ಜಿಲ್ಲಾಧಿಕಾರಿ ಅಮರೇಶ್ ಎಚ್ ಸೇರಿದಂತೆ ಜಿಲ್ಲಾ ಮಟ್ಟದ ಅಧಿಕಾರಿಗಳು ಉಪಸ್ಥಿತರಿದ್ದರು. bbox=[738, 1234, 940, 1318]
body-text: ಪ್ರಮುಖ ಪ್ರವಾಸಿ ತಾಣಗಳು: ಕೆ.ಆರ್.ಎಸ್, ಶ್ರೀರಂಗಪಟ್ಟಣ, ಬೃಂದಾವನ ಗಾರ್ಡನ್, ಚಾಮುಂಡಿ ಬೆಟ್ಟ, ನಂಜನಗೂಡು, ಮಲೆ ಮಹದೇಶ್ವರ ಬೆಟ್ಟ, ಬಿಳಿಗಿರಿರಂಗನ ಬೆಟ್ಟ, ಹಿಮವದ್ ಗೋಪಾಲಸ್ವಾಮಿ ಬೆಟ್ಟ, ಗೋಲ್ಡನ್ ಟೆಂಪಲ್ ಬೈಲುಕುಪ್ಪೆ, ದುಬಾರೆ, ತಲಕಾವೇರಿ, ಮಡಿಕೇರಿ ಇವುಗಳಿಗೆ ಪ್ಯಾಕೇಜ್ ಪ್ರವಾಸ ಏರ್ಪಡಿಸಲಾಗಿದೆ. ಜಲದರ್ಶಿನಿ, ದೇವ ದರ್ಶಿನಿ, ಗಿರಿ ದರ್ಶಿನಿ ಹೆಸರಿನಲ್ಲಿ ಪ್ಯಾಕೇಜ್ ಟೂರ್‌ಗಳಿವೆ. ದರ: ವಯಸ್ಕರಿಗೆ ರೂ.400/-, ಮಕ್ಕಳಿಗೆ ರೂ.250/- ನಿಗದಿಪಡಿಸಲಾಗಿದೆ. bbox=[414, 504, 586, 577]
photo-dasara-procession bbox=[578, 888, 742, 974]
masthead-date: 6.10.2024 bbox=[772, 40, 813, 49]
story-mahila-results bbox=[6, 1344, 206, 1486]
masthead-day: ಭಾನುವಾರ bbox=[772, 29, 800, 38]
story-rangapattana-col1 bbox=[416, 888, 574, 1160]
headline-vyapari: ವ್ಯಾಪಾರಿಗಳ ನೋಂದಣಿ ಕಡ್ಡಾಯ bbox=[754, 862, 879, 876]
dateline: ಬೆಂಗಳೂರು: bbox=[762, 590, 793, 599]
body-text: ಮೈಸೂರು ದಸರಾ-2024ರ ಸಾರಿಗೆ ಬೇಡಿಕೆ ಹೆಚ್ಚಿರುವ ಹಿನ್ನೆಲೆಯಲ್ಲಿ ಕರ್ನಾಟಕ ರಾಜ್ಯ ರಸ್ತೆ ಸಾರಿಗೆ ನಿಗಮವು ಪ್ರವಾಸಿಗರಿಗೆ ವಿಶೇಷ ಪ್ಯಾಕೇಜ್ ಟೂರ್‌ಗಳನ್ನು ವ್ಯವಸ್ಥೆ ಮಾಡಿದೆ. ಮೈಸೂರಿನ ಸುತ್ತಮುತ್ತಲಿನ ಪ್ರವಾಸಿ ತಾಣಗಳಿಗೆ ಭೇಟಿ ನೀಡಲು ಅನುಕೂಲವಾಗುವಂತೆ ಐರಾವತ ಕ್ಲಬ್‌ಕ್ಲಾಸ್, ಅಂಬಾರಿ ಡ್ರೀಮ್ ಕ್ಲಾಸ್, ಪಲ್ಲಕ್ಕಿ ಸ್ಲೀಪರ್, ಅಶ್ವಮೇಧ ಸಾರಿಗೆ ಸೇವೆಗಳ ಕಾರ್ಯಾಚರಣೆ ಮಾಡಲಾಗುವುದು. ನಿಗಮವು 2000ಕ್ಕೂ ಹೆಚ್ಚು ವಿಶೇಷ ಸಾರಿಗೆ ಸೌಲಭ್ಯ ಕಲ್ಪಿಸಿದ್ದು ಬೆಂಗಳೂರಿನಿಂದ ಮೈಸೂರಿಗೆ ಹಾಗೂ ರಾಜ್ಯದ ವಿವಿಧ ಸ್ಥಳಗಳಿಂದ ಕಾರ್ಯಾಚರಣೆ ಮಾಡಲಾಗುವುದು. ಅಕ್ಟೋಬರ್ 9 ರಿಂದ ಅಕ್ಟೋಬರ್ 13 ರವರೆಗೆ ವಿಶೇಷ ಬಸ್ಸುಗಳು ಸಂಚರಿಸಲಿವೆ. bbox=[246, 372, 410, 477]
bus-wheel bbox=[444, 470, 462, 488]
headline-prashamsa: ಪ್ರಶಂಸಾ ಪತ್ರ ವಿತರಣೆ bbox=[754, 571, 841, 586]
body-text: ಈ ಪ್ಯಾಕೇಜ್ ಸಾರಿಗೆಗಳು ಅಕ್ಟೋಬರ್ 3 ರಿಂದ 15 ರ ವರೆಗೆ ಕಾರ್ಯಾಚರಣೆಯಲ್ಲಿರುತ್ತವೆ. ಸಾರ್ವಜನಿಕರು ಈ ಸೌಲಭ್ಯಗಳನ್ನು ಸದುಪಯೋಗಪಡಿಸಿಕೊಳ್ಳಬೇಕಾಗಿ ಕೋರಲಾಗಿದೆ. ಇ-ಟಿಕೆಟ್ ಬುಕ್ಕಿಂಗ್ ಮಾಡಲು www.ksrtc.karnataka.gov.in ವೆಬ್‌ಸೈಟ್ ಮೂಲಕ ಮುಂಗಡವಾಗಿ ಕಾಯ್ದಿರಿಸಬಹುದು. ಬೆಂಗಳೂರು, ಮೈಸೂರು ಸೇರಿದಂತೆ ರಾಜ್ಯದ ಪ್ರಮುಖ ನಗರಗಳ ಬಸ್ ನಿಲ್ದಾಣಗಳಲ್ಲಿ ವಿಶೇಷ ಕೌಂಟರ್‌ಗಳನ್ನು ತೆರೆಯಲಾಗಿದೆ. ಸಾರ್ವಜನಿಕ ಪ್ರಯಾಣಿಕರ ಅನುಕೂಲಕ್ಕಾಗಿ ಹೆಚ್ಚುವರಿ ಸಿಬ್ಬಂದಿಯನ್ನು ನಿಯೋಜಿಸಲಾಗಿದ್ದು, ನಿಯಂತ್ರಣ ಕೊಠಡಿ ಕಾರ್ಯನಿರ್ವಹಿಸಲಿದೆ. bbox=[590, 372, 744, 477]
dateline: ಮಂಡ್ಯ: bbox=[14, 678, 33, 687]
body-text: ಬೆಳೆ ಹಾನಿ ಸಮೀಕ್ಷೆಯನ್ನು ಶೀಘ್ರವಾಗಿ ಪೂರ್ಣಗೊಳಿಸಿ ರೈತರಿಗೆ ಪರಿಹಾರ ವಿತರಿಸಬೇಕು. ಜಿಲ್ಲೆಯಲ್ಲಿ ಡೆಂಗ್ಯೂ ಪ್ರಕರಣಗಳ ನಿಯಂತ್ರಣಕ್ಕೆ ಆರೋಗ್ಯ ಇಲಾಖೆ ಸೂಕ್ತ ಕ್ರಮ ಕೈಗೊಳ್ಳಬೇಕು. ನರೇಗಾ ಯೋಜನೆಯಡಿ 5720 ಕಾಮಗಾರಿಗಳು ಪೂರ್ಣಗೊಂಡಿದ್ದು, 44.16 ಲಕ್ಷ ಮಾನವ ದಿನಗಳನ್ನು ಸೃಜಿಸಲಾಗಿದೆ. 2025ರ ಮಾರ್ಚ್ ವೇಳೆಗೆ 42840 ಕಾಮಗಾರಿಗಳ ಗುರಿ ಹೊಂದಲಾಗಿದೆ. bbox=[460, 1344, 732, 1385]
headline-anganwadi: ಅಂಗನವಾಡಿ ಕಾರ್ಯಕರ್ತೆಯರ ಹುದ್ದೆಗಳಿಗೆ ಅರ್ಜಿ ಆಹ್ವಾನ bbox=[20, 307, 224, 345]
body-text: ಆರೋಗ್ಯ ಮತ್ತು ಕುಟುಂಬ ಕಲ್ಯಾಣ ಇಲಾಖೆಯ ಆರೋಗ್ಯ ಸೌಧದ ಆವರಣದಲ್ಲಿರುವ ಸುವರ್ಣ ಆರೋಗ್ಯ ಸುರಕ್ಷಾ ಟ್ರಸ್ಟ್ ಆಯುಷ್ಮಾನ್ ಭಾರತ್ ಆರೋಗ್ಯ ಕರ್ನಾಟಕ ಯೋಜನೆಯ ಅನುಷ್ಠಾನದಲ್ಲಿ ಪಾರದರ್ಶಕತೆ ಕಾಪಾಡುವ ಉದ್ದೇಶದಿಂದ ವಿಷಲ್ ಬ್ಲೋವರ್ ಪಾಲಿಸಿ ಜಾರಿಗೆ ತರಲಾಗಿದೆ. ಈ ನಿಯಮದ ಮಾರ್ಗಸೂಚಿಗಳನ್ನು ವೆಬ್‌ಸೈಟ್ http://arogya.karnataka.gov.in ನಲ್ಲಿ ಪ್ರಕಟಿಸಲಾಗಿದೆ. ಹೆಚ್ಚಿನ ಮಾಹಿತಿಗಾಗಿ ದೂರವಾಣಿ ಸಂಖ್ಯೆ 9480819728 ನ್ನು ಸಂಪರ್ಕಿಸಬಹುದು ಎಂದು ಟ್ರಸ್ಟ್ ಪ್ರಕಟಣೆ ತಿಳಿಸಿದೆ. bbox=[754, 356, 941, 440]
dateline: ಬೆಂಗಳೂರು: bbox=[14, 908, 45, 917]
body-text: ಕನ್ನಡ ಪತ್ರಿಕೋದ್ಯಮದಲ್ಲಿ ಕನಿಷ್ಠ 15 ವರ್ಷ ಸೇವೆ ಸಲ್ಲಿಸಿರಬೇಕು. ಪ್ರಶಸ್ತಿಯು ಐವತ್ತು ಸಾವಿರ ರೂ. ನಗದು ಹಾಗೂ ಪ್ರಶಸ್ತಿ ಫಲಕ ಒಳಗೊಂಡಿರುತ್ತದೆ. ನಾಮನಿರ್ದೇಶನಗಳನ್ನು ಅಕ್ಟೋಬರ್ 21 ರೊಳಗೆ ಕಾರ್ಯದರ್ಶಿ, ಕರ್ನಾಟಕ ಮಾಧ್ಯಮ ಅಕಾಡೆಮಿ, ವಾರ್ತಾಸೌಧ, ನಂ.17, ಭಗವಾನ್ ಮಹಾವೀರ ರಸ್ತೆ, ಬೆಂಗಳೂರು-560 001 ಇಲ್ಲಿಗೆ ಕಳುಹಿಸಬೇಕು. ಇ-ಮೇಲ್: ksmacademy@gmail.com ಗೆ ಸಹ ಕಳುಹಿಸಬಹುದು. ಆಯ್ಕೆ ಸಮಿತಿಯ ನಿರ್ಧಾರವೇ ಅಂತಿಮವಾಗಿರುತ್ತದೆ ಎಂದು ಅಕಾಡೆಮಿ ಅಧ್ಯಕ್ಷರು ತಿಳಿಸಿದ್ದಾರೆ. bbox=[202, 926, 408, 999]
story-chikkaballapura-col2 bbox=[190, 256, 360, 298]
headline-dasara-bus: ಮೈಸೂರು ದಸರಾಗೆ ವಿಶೇಷ ಸಾರಿಗೆ bbox=[330, 329, 660, 364]
masthead-divider bbox=[888, 10, 889, 52]
